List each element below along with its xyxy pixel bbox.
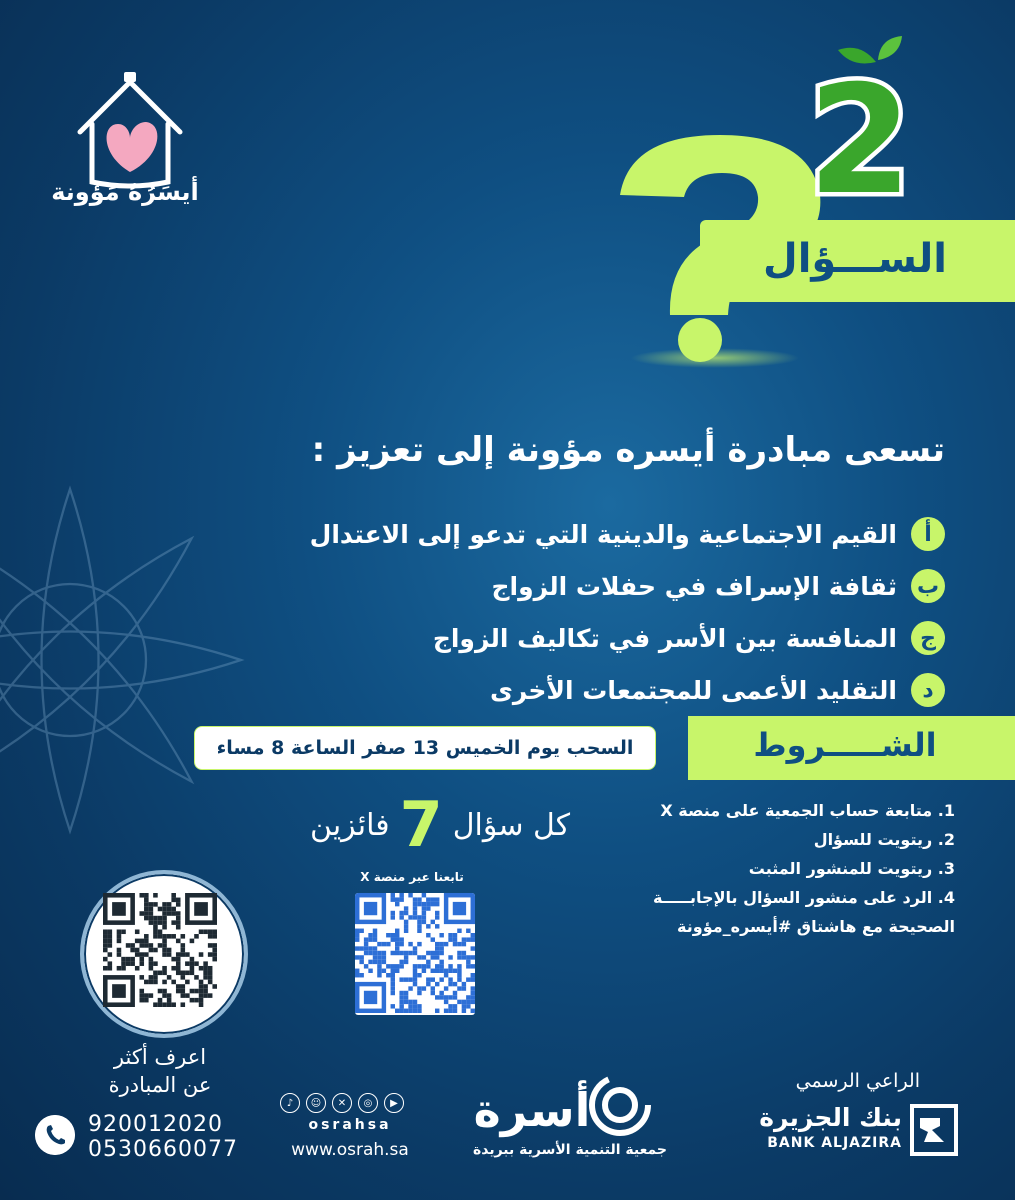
winners-line (290, 790, 590, 860)
bank-name-english: BANK ALJAZIRA (767, 1135, 902, 1151)
option-text: القيم الاجتماعية والدينية التي تدعو إلى الاعتدال (309, 519, 897, 549)
winners-suffix: فائزين (309, 807, 390, 843)
bank-aljazira-icon (910, 1104, 958, 1156)
answer-options (245, 508, 945, 716)
phone-number-1[interactable]: 920012020 (88, 1112, 223, 1137)
condition-item: 4. الرد على منشور السؤال بالإجابـــــة (652, 888, 955, 907)
option-text: التقليد الأعمى للمجتمعات الأخرى (489, 675, 897, 705)
conditions-title: الشـــــروط (753, 726, 937, 764)
initiative-qr-code[interactable] (103, 893, 217, 1007)
phone-number-2[interactable]: 0530660077 (88, 1137, 238, 1162)
instagram-icon[interactable]: ◎ (358, 1093, 378, 1113)
option-c[interactable] (245, 612, 945, 664)
question-title: الســـؤال (763, 236, 947, 282)
learn-more-line2: عن المبادرة (108, 1073, 212, 1097)
youtube-icon[interactable]: ▶ (384, 1093, 404, 1113)
option-letter: ب (911, 569, 945, 603)
winners-prefix: كل سؤال (452, 807, 571, 843)
sponsor-label: الراعي الرسمي (795, 1070, 920, 1092)
number-badge (780, 32, 940, 207)
snapchat-icon[interactable]: ☺ (306, 1093, 326, 1113)
org-caption: جمعية التنمية الأسرية ببريدة (472, 1142, 668, 1158)
decorative-flower-pattern (0, 470, 260, 850)
tiktok-icon[interactable]: ♪ (280, 1093, 300, 1113)
conditions-list (575, 796, 955, 941)
option-d[interactable] (245, 664, 945, 716)
condition-item: 1. متابعة حساب الجمعية على منصة X (660, 801, 955, 820)
learn-more-line1: اعرف أكثر (113, 1045, 207, 1069)
website-link[interactable]: www.osrah.sa (291, 1140, 409, 1160)
option-b[interactable] (245, 560, 945, 612)
option-letter: د (911, 673, 945, 707)
social-handle[interactable]: osrahsa (308, 1117, 392, 1133)
badge-number: 2 (807, 54, 913, 207)
option-letter: أ (911, 517, 945, 551)
phone-icon (35, 1115, 75, 1155)
condition-item: 3. ريتويت للمنشور المثبت (748, 859, 955, 878)
social-icons (280, 1093, 404, 1113)
osrah-logo (470, 1070, 670, 1140)
option-a[interactable] (245, 508, 945, 560)
logo-wordmark: أيسَرُهُ مَؤونة (51, 178, 199, 206)
option-text: ثقافة الإسراف في حفلات الزواج (491, 571, 897, 601)
glow-ellipse (630, 348, 800, 368)
draw-date-box (194, 726, 656, 770)
winners-count: 7 (399, 788, 443, 861)
question-text: تسعى مبادرة أيسره مؤونة إلى تعزيز : (311, 430, 945, 470)
bank-name-arabic: بنك الجزيرة (759, 1103, 902, 1132)
option-text: المنافسة بين الأسر في تكاليف الزواج (432, 623, 897, 653)
draw-date-text: السحب يوم الخميس 13 صفر الساعة 8 مساء (216, 737, 634, 759)
org-name: أسرة (473, 1083, 591, 1137)
follow-label: تابعنا عبر منصة X (360, 870, 464, 884)
condition-item: 2. ريتويت للسؤال (813, 830, 955, 849)
option-letter: ج (911, 621, 945, 655)
x-icon[interactable]: ✕ (332, 1093, 352, 1113)
x-qr-code[interactable] (355, 893, 475, 1015)
condition-item: الصحيحة مع هاشتاق #أيسره_مؤونة (677, 917, 955, 936)
